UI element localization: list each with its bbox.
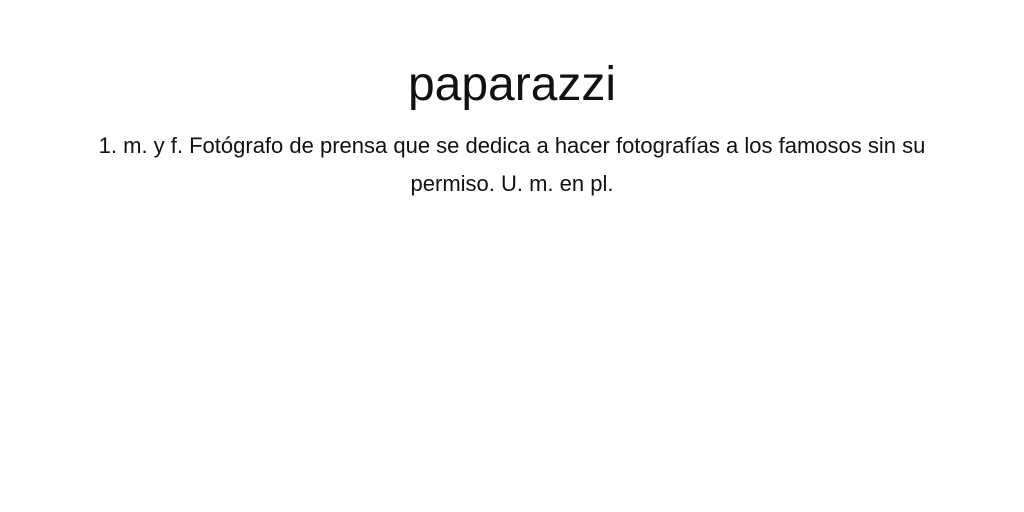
headword: paparazzi (407, 58, 617, 111)
definition-text: 1. m. y f. Fotógrafo de prensa que se dedica a hacer fotografías a los famosos sin su permiso. U. m. en pl. (98, 133, 926, 196)
